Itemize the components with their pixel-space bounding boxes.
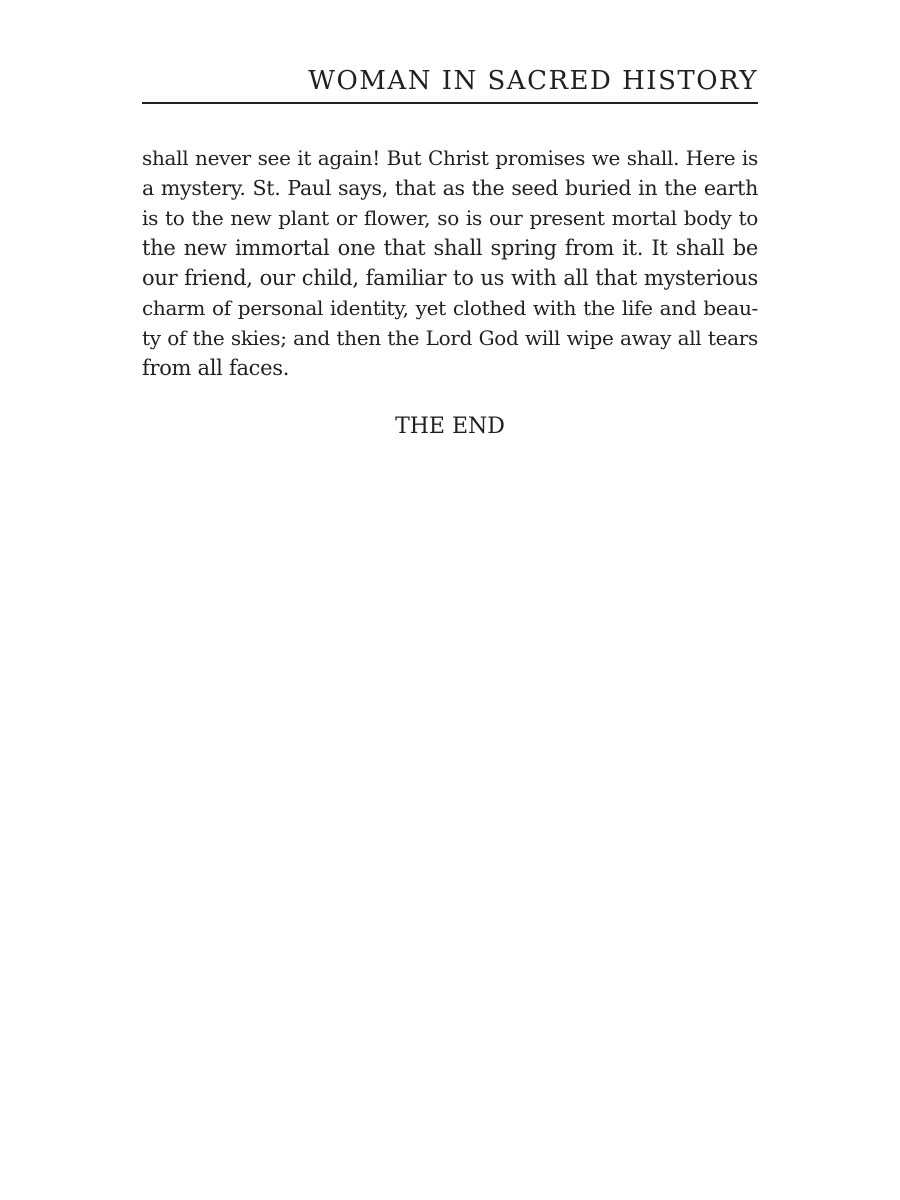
- text-line: charm of personal identity, yet clothed with the life and beau-: [142, 296, 758, 320]
- running-header-title: WOMAN IN SACRED HISTORY: [308, 66, 758, 96]
- text-line: from all faces.: [142, 356, 290, 380]
- the-end-mark: THE END: [395, 414, 505, 439]
- text-line: shall never see it again! But Christ promises we shall. Here is: [142, 146, 758, 170]
- body-paragraph: [142, 143, 758, 383]
- text-line: is to the new plant or flower, so is our present mortal body to: [142, 206, 758, 230]
- text-line: a mystery. St. Paul says, that as the seed buried in the earth: [142, 176, 758, 200]
- text-line: our friend, our child, familiar to us with all that mysterious: [142, 266, 758, 290]
- text-line: the new immortal one that shall spring from it. It shall be: [142, 236, 758, 260]
- running-header: [142, 64, 758, 104]
- text-line: ty of the skies; and then the Lord God will wipe away all tears: [142, 326, 758, 350]
